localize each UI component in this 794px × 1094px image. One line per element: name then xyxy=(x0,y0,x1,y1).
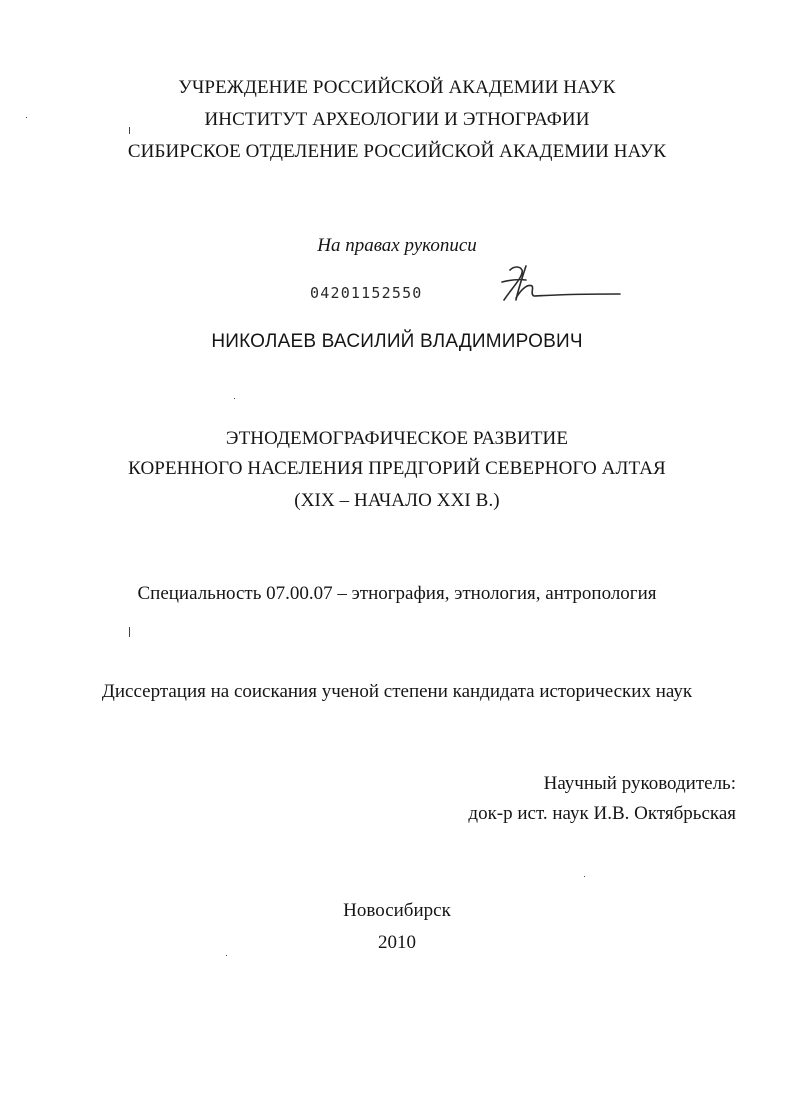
scan-speck xyxy=(129,127,130,134)
footer-city: Новосибирск xyxy=(343,900,451,921)
scan-speck xyxy=(129,627,130,637)
author-name: НИКОЛАЕВ ВАСИЛИЙ ВЛАДИМИРОВИЧ xyxy=(211,331,583,352)
title-line-2: КОРЕННОГО НАСЕЛЕНИЯ ПРЕДГОРИЙ СЕВЕРНОГО АЛТАЯ xyxy=(128,458,666,479)
footer-year: 2010 xyxy=(378,932,416,953)
scan-speck xyxy=(26,117,27,118)
title-line-3: (XIX – НАЧАЛО XXI В.) xyxy=(294,490,500,511)
signature-icon xyxy=(496,262,626,306)
dissertation-line: Диссертация на соискания ученой степени кандидата исторических наук xyxy=(101,681,693,702)
header-line-institution: УЧРЕЖДЕНИЕ РОССИЙСКОЙ АКАДЕМИИ НАУК xyxy=(178,77,616,98)
scan-speck xyxy=(234,398,235,399)
rights-note: На правах рукописи xyxy=(317,235,477,256)
supervisor-name: док-р ист. наук И.В. Октябрьская xyxy=(468,803,736,824)
supervisor-label: Научный руководитель: xyxy=(543,773,736,794)
header-line-branch: СИБИРСКОЕ ОТДЕЛЕНИЕ РОССИЙСКОЙ АКАДЕМИИ НАУК xyxy=(127,141,667,162)
scan-speck xyxy=(584,876,585,877)
scan-speck xyxy=(226,955,227,956)
specialty-line: Специальность 07.00.07 – этнография, этнология, антропология xyxy=(137,583,657,604)
registration-number: 04201152550 xyxy=(310,284,423,302)
title-line-1: ЭТНОДЕМОГРАФИЧЕСКОЕ РАЗВИТИЕ xyxy=(225,428,569,449)
header-line-institute: ИНСТИТУТ АРХЕОЛОГИИ И ЭТНОГРАФИИ xyxy=(204,109,590,130)
